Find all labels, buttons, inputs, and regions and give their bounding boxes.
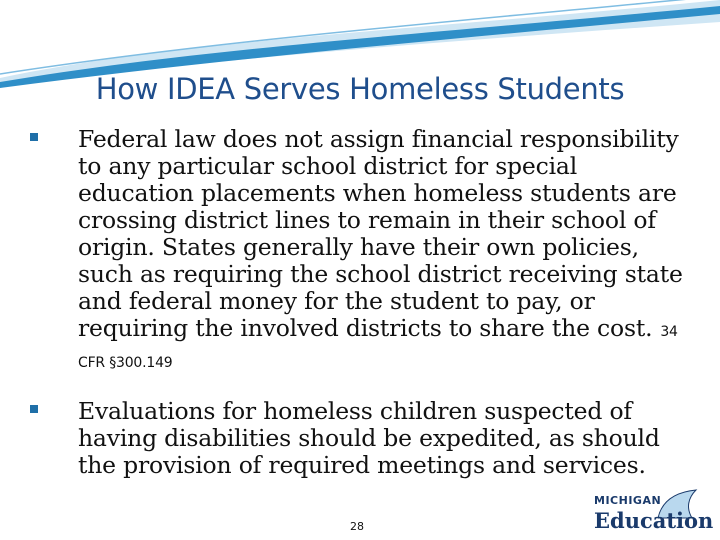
citation: 34 CFR §300.149 — [78, 324, 678, 371]
bullet-item — [30, 126, 690, 377]
bullet-text: Evaluations for homeless children suspected of having disabilities should be expedited, as should the provision of required meetings and services. — [78, 397, 660, 479]
slide-title: How IDEA Serves Homeless Students — [95, 72, 625, 106]
square-bullet-icon — [30, 133, 38, 141]
logo-line1: MICHIGAN — [594, 494, 662, 507]
michigan-education-logo — [594, 494, 714, 534]
bullet-item — [30, 398, 690, 479]
square-bullet-icon — [30, 405, 38, 413]
logo-line2: Education — [594, 508, 714, 533]
bullet-text: Federal law does not assign financial responsibility to any particular school district for special education placements when homeless students are crossing district lines to remain in their school of origin. States generally have their own policies, such as requiring the school district receiving state and federal money for the student to pay, or requiring the involved districts to share the cost. 34 CFR §300.149 — [78, 125, 683, 371]
page-number: 28 — [350, 520, 364, 533]
